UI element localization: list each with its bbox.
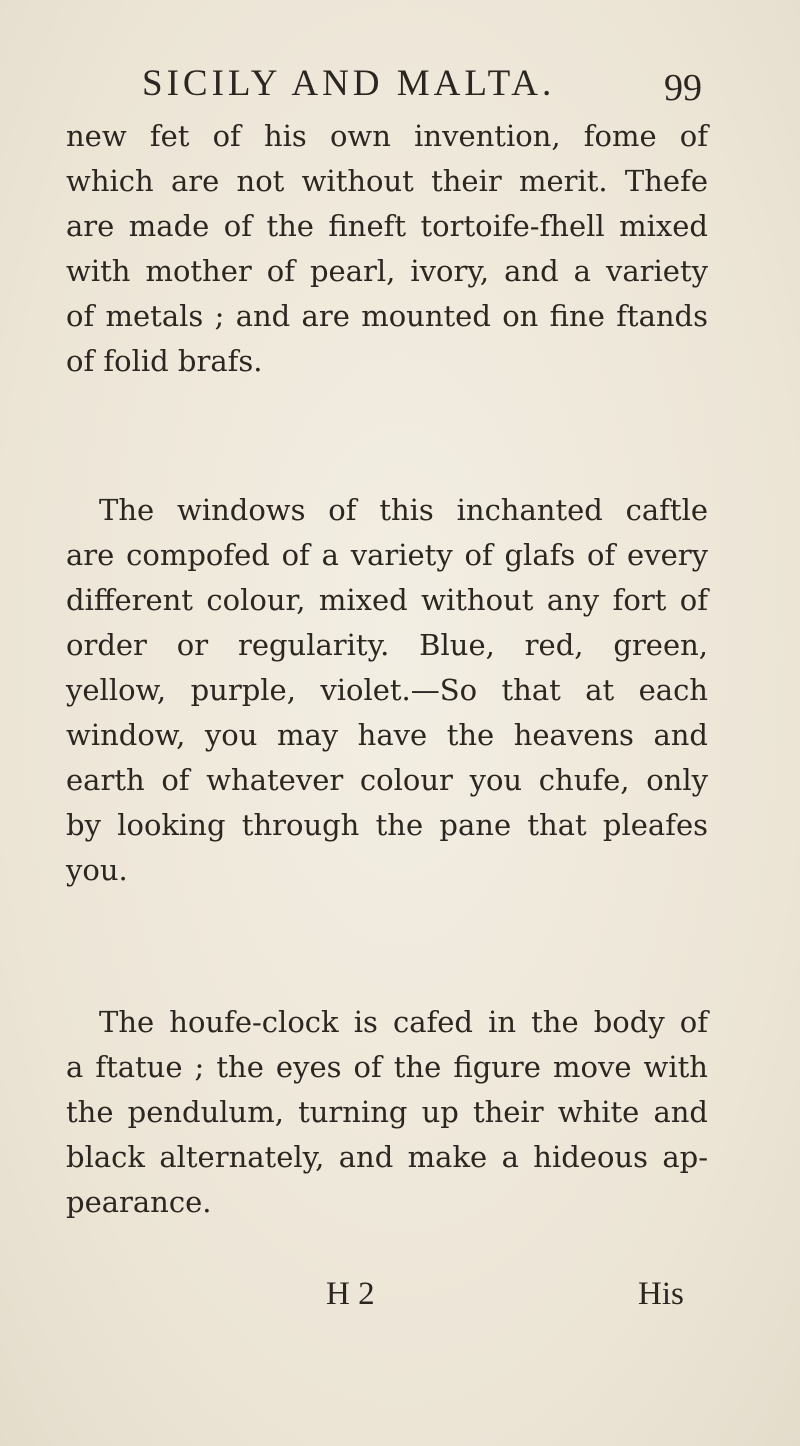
running-title: SICILY AND MALTA. [142,63,556,104]
paragraph-3 [66,1000,708,1225]
text-line: of folid brafs. [66,344,263,378]
text-line: different colour, mixed without any fort of [66,583,708,617]
text-line: yellow, purple, violet.—So that at each [66,673,708,707]
text-line: the pendulum, turning up their white and [66,1095,708,1129]
text-line: pearance. [66,1185,212,1219]
text-line: are made of the fineft tortoife-fhell mixed [66,209,708,243]
catchword: His [638,1276,684,1312]
text-line: of metals ; and are mounted on fine ftands [66,299,708,333]
paragraph-1 [66,114,708,384]
text-line: black alternately, and make a hideous ap- [66,1140,708,1174]
text-line: a ftatue ; the eyes of the figure move with [66,1050,708,1084]
text-line: by looking through the pane that pleafes [66,808,708,842]
text-line: are compofed of a variety of glafs of every [66,538,708,572]
paragraph-2 [66,488,708,893]
text-line: window, you may have the heavens and [66,718,708,752]
text-line: with mother of pearl, ivory, and a variety [66,254,708,288]
text-line: you. [66,853,128,887]
signature-mark: H 2 [326,1276,375,1312]
page-number: 99 [664,67,702,109]
text-line: order or regularity. Blue, red, green, [66,628,708,662]
text-line: earth of whatever colour you chufe, only [66,763,708,797]
text-line: which are not without their merit. Thefe [66,164,708,198]
text-line: new fet of his own invention, fome of [66,119,708,153]
text-line: The windows of this inchanted caftle [99,493,708,527]
text-line: The houfe-clock is cafed in the body of [99,1005,708,1039]
